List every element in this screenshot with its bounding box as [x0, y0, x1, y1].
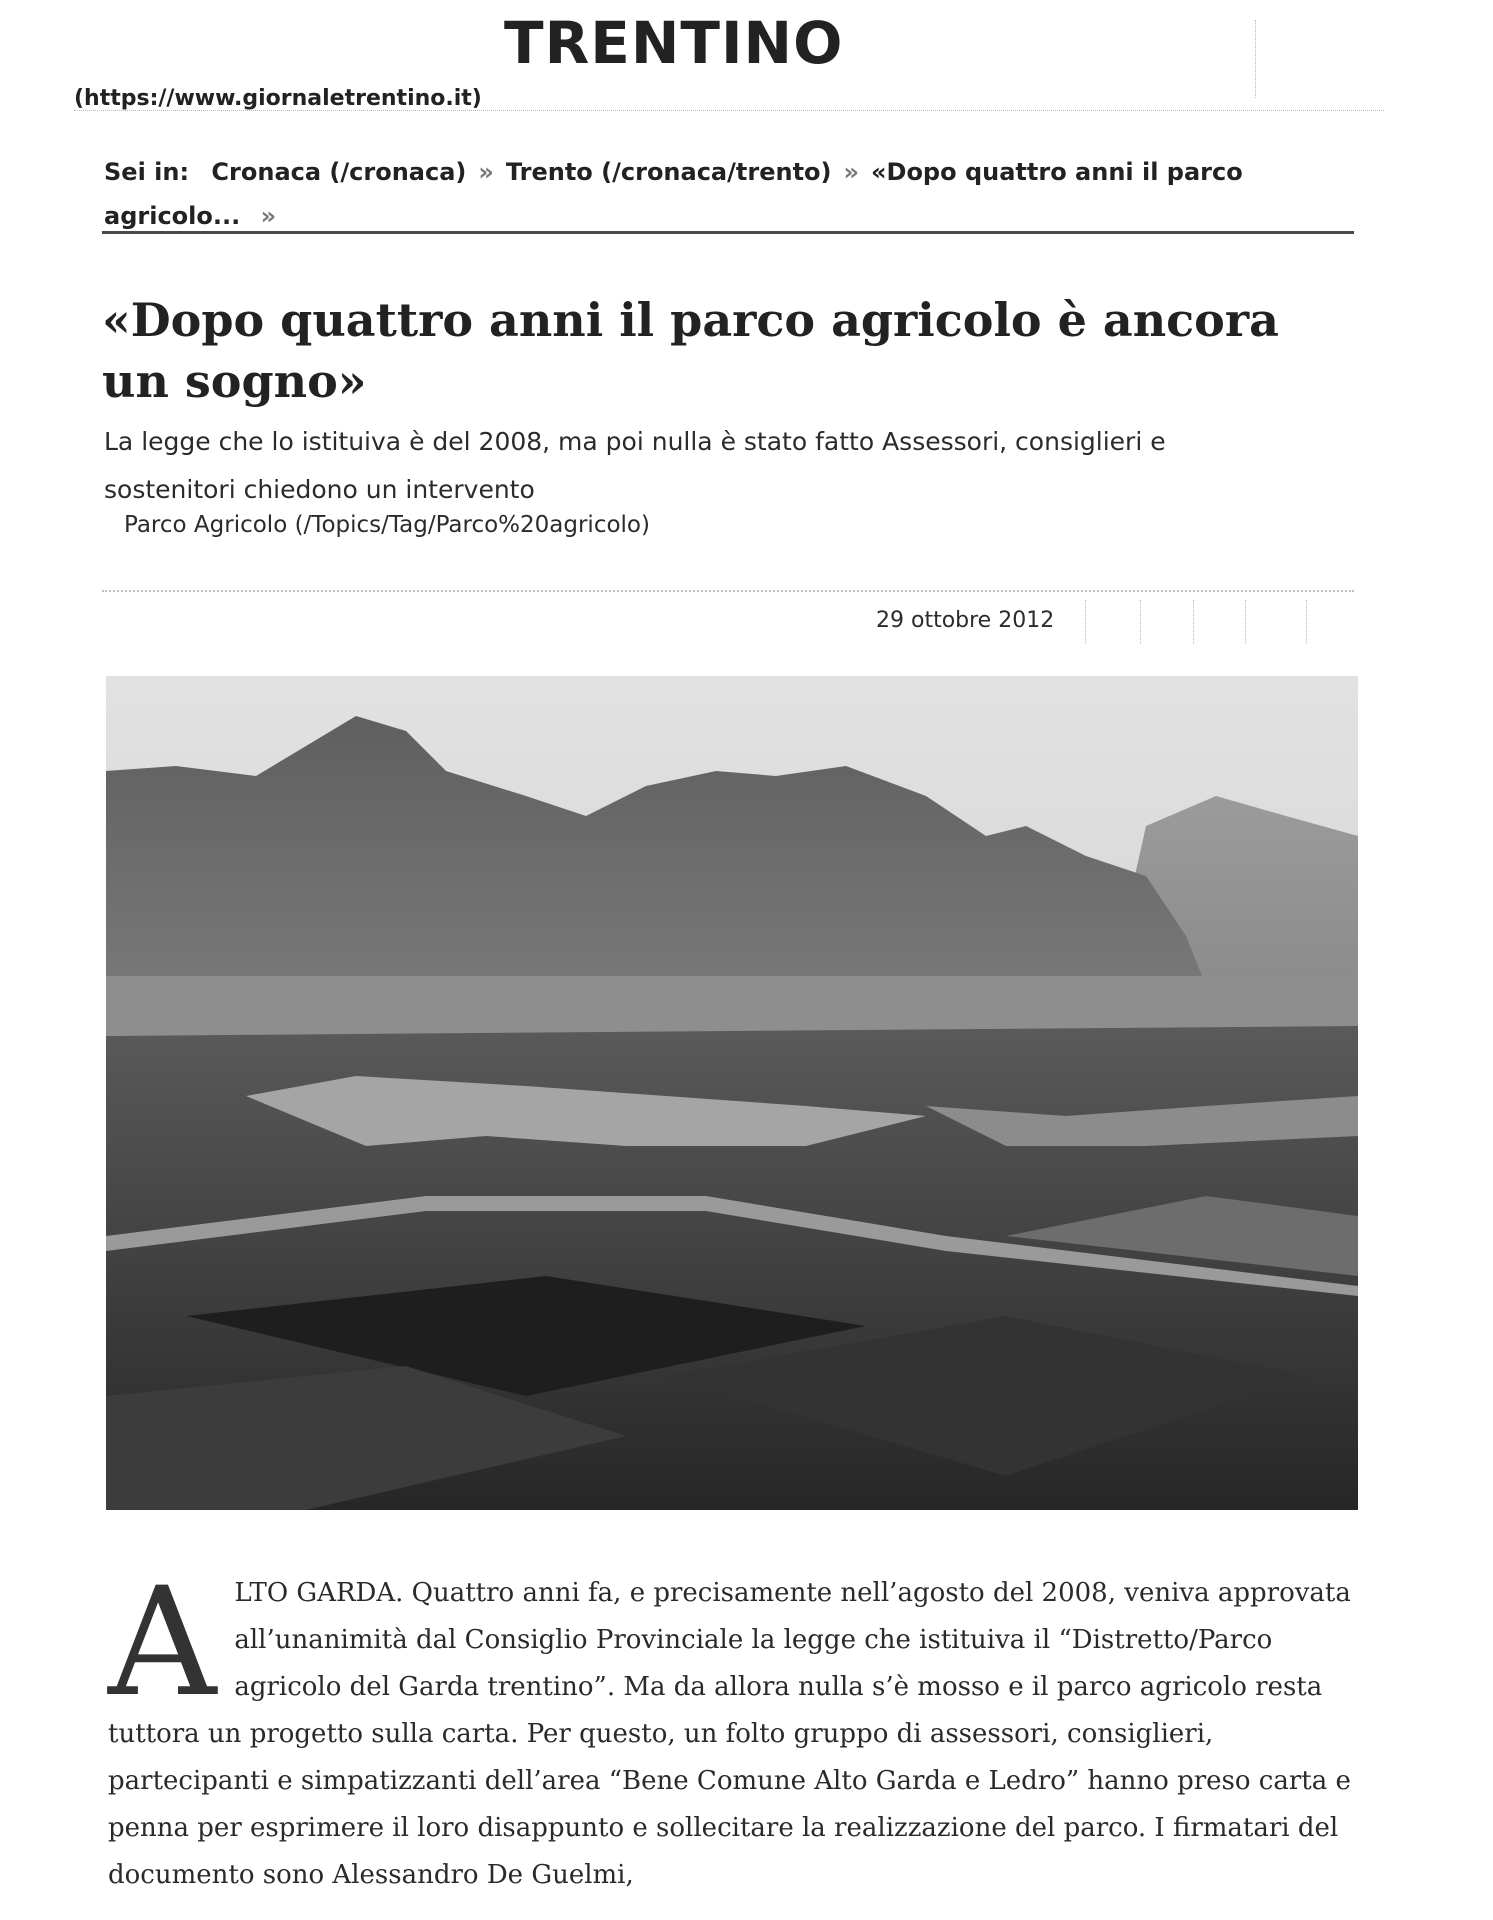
- breadcrumb-item-current[interactable]: «Dopo quattro anni il parco agricolo...: [104, 158, 1243, 230]
- meta-rule: [102, 590, 1354, 592]
- article-body: [108, 1556, 1353, 1899]
- topic-tag-link[interactable]: Parco Agricolo (/Topics/Tag/Parco%20agricolo): [124, 512, 650, 538]
- drop-cap: A: [108, 1556, 217, 1730]
- share-divider: [1306, 600, 1307, 644]
- valley-landscape-image: [106, 676, 1358, 1510]
- article-body-text: LTO GARDA. Quattro anni fa, e precisamente nell’agosto del 2008, veniva approvata all’unanimità dal Consiglio Provinciale la legge che istituiva il “Distretto/Parco agricolo del Garda trentino”. Ma da allora nulla s’è mosso e il parco agricolo resta tuttora un progetto sulla carta. Per questo, un folto gruppo di assessori, consiglieri, partecipanti e simpatizzanti dell’area “Bene Comune Alto Garda e Ledro” hanno preso carta e penna per esprimere il loro disappunto e sollecitare la realizzazione del parco. I firmatari del documento sono Alessandro De Guelmi,: [108, 1578, 1351, 1890]
- breadcrumb-prefix: Sei in:: [104, 158, 190, 186]
- site-logo[interactable]: TRENTINO: [504, 9, 844, 77]
- breadcrumb-separator: »: [260, 202, 277, 230]
- breadcrumb-separator: »: [843, 158, 860, 186]
- share-divider: [1193, 600, 1194, 644]
- breadcrumb-separator: »: [478, 158, 494, 186]
- article-subtitle: La legge che lo istituiva è del 2008, ma poi nulla è stato fatto Assessori, consiglieri e sostenitori chiedono un intervento: [104, 427, 1166, 504]
- share-divider: [1245, 600, 1246, 644]
- share-divider: [1085, 600, 1086, 644]
- breadcrumb-item-cronaca[interactable]: Cronaca (/cronaca): [211, 158, 467, 186]
- breadcrumb-item-trento[interactable]: Trento (/cronaca/trento): [505, 158, 832, 186]
- breadcrumb: [104, 150, 1254, 238]
- home-link[interactable]: (https://www.giornaletrentino.it): [74, 86, 482, 111]
- article-photo: [106, 676, 1358, 1510]
- publish-date: 29 ottobre 2012: [876, 608, 1055, 633]
- article-title: «Dopo quattro anni il parco agricolo è ancora un sogno»: [102, 293, 1279, 408]
- header-rule: [74, 110, 1384, 111]
- header-divider: [1255, 20, 1256, 98]
- breadcrumb-rule: [102, 231, 1354, 234]
- share-divider: [1140, 600, 1141, 644]
